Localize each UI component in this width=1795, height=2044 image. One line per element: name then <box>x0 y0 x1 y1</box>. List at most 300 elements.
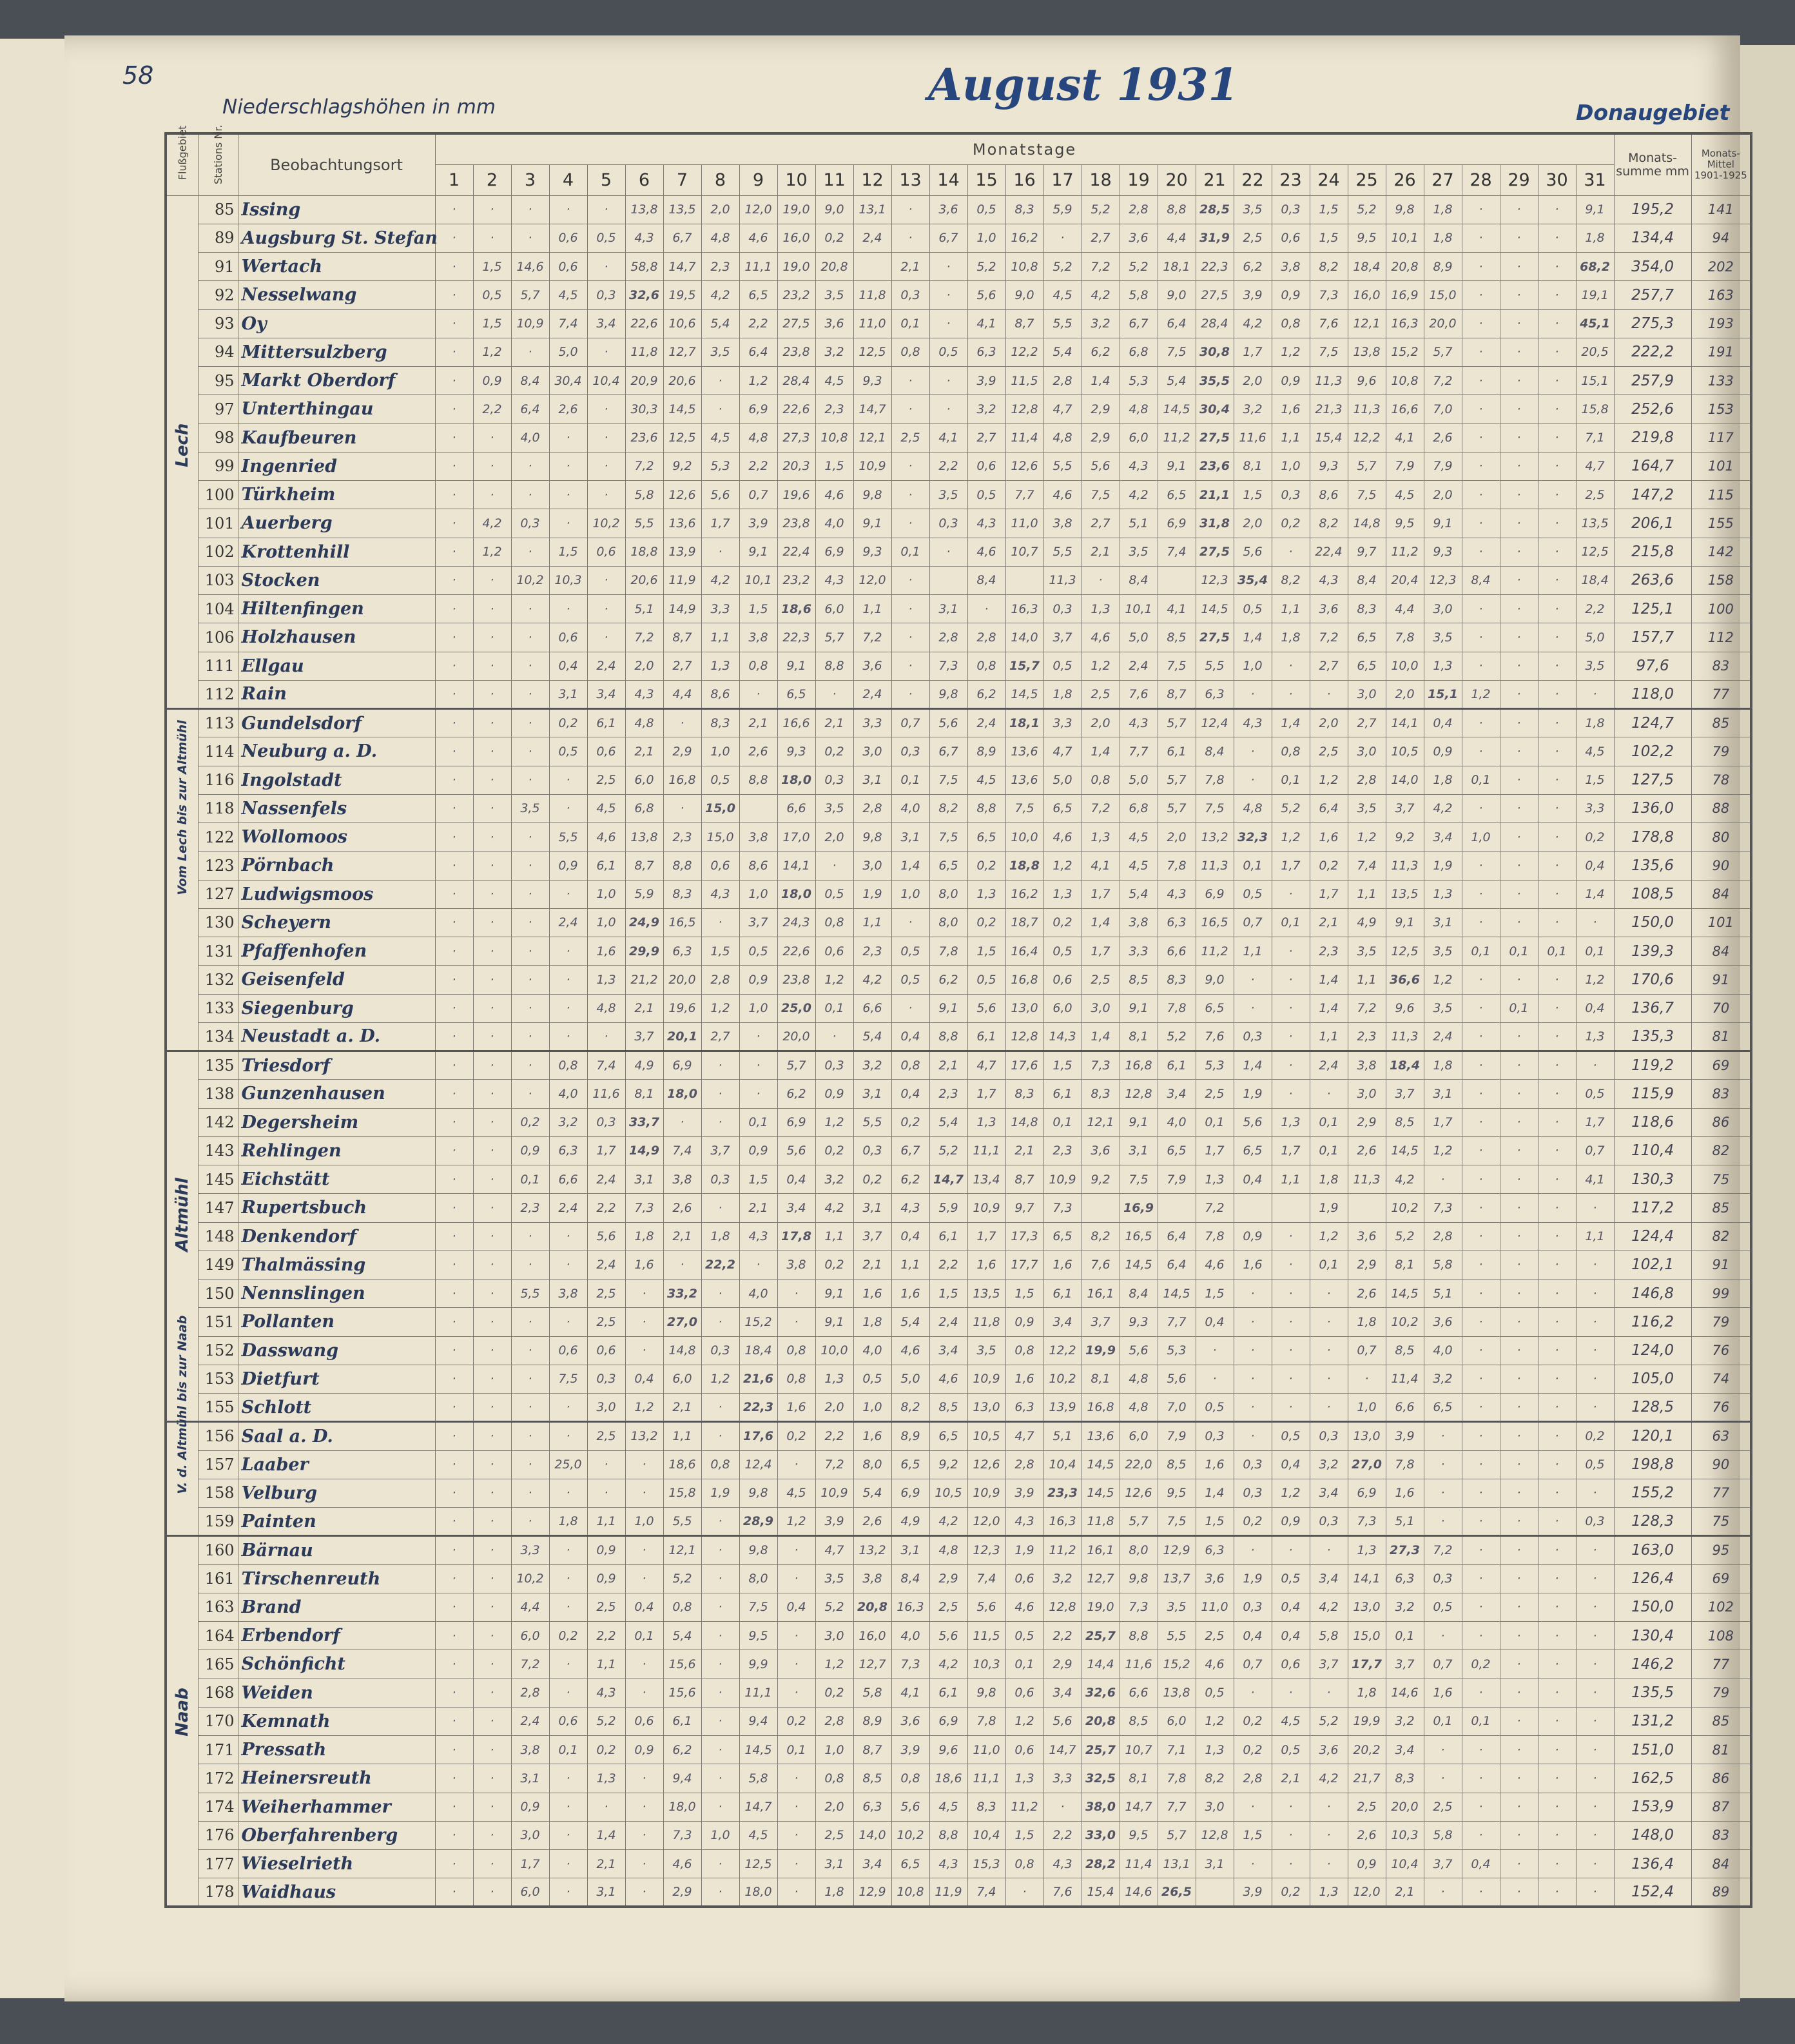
daily-value: 45,1 <box>1576 309 1614 338</box>
day-header: 28 <box>1462 164 1500 195</box>
daily-value: 1,6 <box>1272 395 1310 423</box>
daily-value: · <box>473 823 511 852</box>
daily-value: · <box>1500 908 1538 937</box>
daily-value: · <box>1538 908 1576 937</box>
daily-value: · <box>587 1793 625 1821</box>
daily-value: · <box>1538 367 1576 395</box>
table-row <box>166 737 1751 766</box>
daily-value: 3,0 <box>853 852 891 880</box>
daily-value: 0,7 <box>891 709 929 737</box>
daily-value: 0,1 <box>1462 766 1500 794</box>
daily-value: · <box>511 908 549 937</box>
station-number: 132 <box>198 966 238 994</box>
daily-value: · <box>549 1764 587 1793</box>
daily-value: · <box>1272 1308 1310 1336</box>
daily-value: 5,7 <box>1158 709 1196 737</box>
daily-value: 12,6 <box>1005 452 1043 480</box>
daily-value: 1,2 <box>1424 1136 1462 1165</box>
daily-value: 0,2 <box>891 1108 929 1136</box>
daily-value: · <box>1310 1336 1348 1365</box>
daily-value: 14,7 <box>929 1165 967 1194</box>
daily-value: 1,6 <box>587 937 625 966</box>
daily-value: 11,4 <box>1386 1365 1424 1393</box>
daily-value: 2,1 <box>663 1222 701 1251</box>
daily-value: · <box>473 452 511 480</box>
daily-value: 14,7 <box>853 395 891 423</box>
daily-value: · <box>435 1593 473 1621</box>
daily-value: 3,3 <box>1120 937 1158 966</box>
daily-value: 8,0 <box>929 880 967 908</box>
daily-value: · <box>1462 1108 1500 1136</box>
daily-value: · <box>1310 1850 1348 1878</box>
daily-value: 4,4 <box>1386 595 1424 623</box>
daily-value: 9,5 <box>1158 1479 1196 1507</box>
station-number: 172 <box>198 1764 238 1793</box>
daily-value: 7,7 <box>1005 481 1043 509</box>
daily-value: · <box>473 1707 511 1735</box>
daily-value: 4,8 <box>739 423 777 452</box>
daily-value: 15,0 <box>701 794 739 822</box>
daily-value: · <box>1538 1650 1576 1679</box>
daily-value: 2,9 <box>1082 423 1120 452</box>
daily-value: 2,8 <box>1120 195 1158 224</box>
station-number: 101 <box>198 509 238 538</box>
daily-value: 4,3 <box>625 224 663 252</box>
station-name: Velburg <box>238 1479 435 1507</box>
daily-value: 3,7 <box>853 1222 891 1251</box>
daily-value: 4,1 <box>1082 852 1120 880</box>
daily-value: 12,8 <box>1005 1022 1043 1051</box>
daily-value: 2,8 <box>967 623 1005 652</box>
daily-value: · <box>587 623 625 652</box>
station-number: 89 <box>198 224 238 252</box>
daily-value: · <box>1462 309 1500 338</box>
monthly-mean: 87 <box>1691 1793 1751 1821</box>
daily-value: 6,4 <box>1158 1222 1196 1251</box>
daily-value: · <box>549 966 587 994</box>
daily-value: · <box>739 1051 777 1080</box>
daily-value: 8,1 <box>1234 452 1272 480</box>
daily-value: 18,6 <box>929 1764 967 1793</box>
daily-value: 3,5 <box>815 1564 853 1593</box>
daily-value: 8,2 <box>929 794 967 822</box>
daily-value: 13,6 <box>1005 766 1043 794</box>
daily-value: · <box>1538 1479 1576 1507</box>
monthly-total: 170,6 <box>1614 966 1691 994</box>
daily-value: 12,5 <box>739 1850 777 1878</box>
monthly-mean: 163 <box>1691 281 1751 309</box>
daily-value: 6,5 <box>929 1422 967 1450</box>
daily-value: 14,6 <box>1386 1679 1424 1707</box>
daily-value: · <box>435 1508 473 1536</box>
station-number: 150 <box>198 1280 238 1308</box>
daily-value: · <box>1538 709 1576 737</box>
daily-value: 3,6 <box>1310 1736 1348 1764</box>
daily-value: 2,2 <box>739 452 777 480</box>
daily-value: · <box>1272 1850 1310 1878</box>
daily-value: 1,8 <box>1424 766 1462 794</box>
daily-value: 3,4 <box>1310 1564 1348 1593</box>
day-header: 14 <box>929 164 967 195</box>
daily-value: 2,3 <box>853 937 891 966</box>
daily-value: 4,4 <box>511 1593 549 1621</box>
daily-value: · <box>1424 1479 1462 1507</box>
daily-value: · <box>587 595 625 623</box>
daily-value: 12,2 <box>1348 423 1386 452</box>
monthly-total: 146,8 <box>1614 1280 1691 1308</box>
daily-value: 0,2 <box>967 852 1005 880</box>
daily-value: 6,5 <box>929 852 967 880</box>
daily-value: 23,2 <box>777 566 815 594</box>
daily-value: 32,6 <box>625 281 663 309</box>
daily-value: · <box>473 794 511 822</box>
daily-value: · <box>1538 1622 1576 1650</box>
daily-value: 0,3 <box>1234 1022 1272 1051</box>
daily-value: 6,7 <box>1120 309 1158 338</box>
table-row <box>166 1336 1751 1365</box>
daily-value: · <box>891 452 929 480</box>
daily-value: · <box>1500 1308 1538 1336</box>
daily-value: 9,7 <box>1005 1194 1043 1222</box>
daily-value: 12,1 <box>1348 309 1386 338</box>
daily-value: 1,2 <box>701 1365 739 1393</box>
daily-value: 10,9 <box>967 1194 1005 1222</box>
daily-value: 11,4 <box>1005 423 1043 452</box>
daily-value: · <box>701 1679 739 1707</box>
daily-value: 9,1 <box>1576 195 1614 224</box>
daily-value: · <box>1538 966 1576 994</box>
daily-value: · <box>1272 1022 1310 1051</box>
daily-value: 0,1 <box>1386 1622 1424 1650</box>
daily-value: · <box>511 1080 549 1108</box>
day-header: 6 <box>625 164 663 195</box>
daily-value: 11,1 <box>967 1136 1005 1165</box>
daily-value: · <box>1576 1850 1614 1878</box>
daily-value: 20,4 <box>1386 566 1424 594</box>
daily-value: 6,4 <box>511 395 549 423</box>
day-header: 11 <box>815 164 853 195</box>
daily-value: 6,3 <box>549 1136 587 1165</box>
daily-value: · <box>435 1622 473 1650</box>
daily-value: · <box>473 1394 511 1422</box>
station-name: Waidhaus <box>238 1878 435 1907</box>
station-name: Thalmässing <box>238 1251 435 1279</box>
daily-value: 0,7 <box>1234 1650 1272 1679</box>
daily-value: · <box>549 1251 587 1279</box>
daily-value: 5,5 <box>663 1508 701 1536</box>
daily-value: 8,0 <box>1120 1536 1158 1564</box>
daily-value: 18,7 <box>1005 908 1043 937</box>
daily-value: · <box>435 737 473 766</box>
daily-value: 1,3 <box>1082 595 1120 623</box>
daily-value: 0,5 <box>1196 1679 1234 1707</box>
daily-value: 1,7 <box>1234 338 1272 366</box>
daily-value: · <box>1538 1365 1576 1393</box>
daily-value: · <box>891 481 929 509</box>
daily-value: · <box>1576 1308 1614 1336</box>
daily-value: 2,2 <box>587 1622 625 1650</box>
daily-value: · <box>473 1878 511 1907</box>
station-name: Scheyern <box>238 908 435 937</box>
daily-value: 1,2 <box>1043 852 1082 880</box>
table-row <box>166 423 1751 452</box>
daily-value: 4,6 <box>929 1365 967 1393</box>
daily-value: 0,3 <box>587 1365 625 1393</box>
day-header: 15 <box>967 164 1005 195</box>
monthly-mean: 102 <box>1691 1593 1751 1621</box>
daily-value: 5,8 <box>1120 281 1158 309</box>
daily-value: 1,4 <box>1310 966 1348 994</box>
monthly-total: 148,0 <box>1614 1821 1691 1849</box>
daily-value: 5,2 <box>1272 794 1310 822</box>
daily-value: · <box>1462 423 1500 452</box>
daily-value: 6,3 <box>853 1793 891 1821</box>
daily-value: 9,1 <box>1120 1108 1158 1136</box>
daily-value: 3,7 <box>1424 1850 1462 1878</box>
daily-value: 12,0 <box>739 195 777 224</box>
daily-value: 0,8 <box>967 652 1005 680</box>
daily-value: · <box>549 1422 587 1450</box>
daily-value: · <box>435 281 473 309</box>
daily-value: 3,4 <box>777 1194 815 1222</box>
monthly-mean: 89 <box>1691 1878 1751 1907</box>
daily-value: 12,6 <box>1120 1479 1158 1507</box>
daily-value: 2,8 <box>815 1707 853 1735</box>
monthly-total: 178,8 <box>1614 823 1691 852</box>
daily-value: 4,1 <box>1576 1165 1614 1194</box>
daily-value: 0,1 <box>1538 937 1576 966</box>
daily-value: · <box>1272 994 1310 1022</box>
daily-value: 21,1 <box>1196 481 1234 509</box>
daily-value: 7,6 <box>1196 1022 1234 1051</box>
daily-value: 3,8 <box>853 1564 891 1593</box>
table-row <box>166 338 1751 366</box>
monthly-mean: 99 <box>1691 1280 1751 1308</box>
daily-value: 8,5 <box>1386 1108 1424 1136</box>
daily-value: 4,0 <box>739 1280 777 1308</box>
daily-value: 1,9 <box>1310 1194 1348 1222</box>
daily-value: · <box>1500 1793 1538 1821</box>
daily-value: 27,5 <box>1196 623 1234 652</box>
daily-value: 3,6 <box>815 309 853 338</box>
daily-value: 6,0 <box>625 766 663 794</box>
monthly-mean: 90 <box>1691 852 1751 880</box>
daily-value: 9,0 <box>815 195 853 224</box>
monthly-mean: 101 <box>1691 452 1751 480</box>
daily-value: · <box>1500 1736 1538 1764</box>
daily-value: 6,4 <box>1158 1251 1196 1279</box>
daily-value: 9,2 <box>1386 823 1424 852</box>
daily-value: 10,9 <box>511 309 549 338</box>
daily-value: · <box>1462 1251 1500 1279</box>
daily-value: 0,7 <box>1576 1136 1614 1165</box>
daily-value: 22,4 <box>777 538 815 566</box>
daily-value: 18,1 <box>1005 709 1043 737</box>
daily-value: 13,2 <box>853 1536 891 1564</box>
river-basin-label: Donaugebiet <box>1576 100 1730 125</box>
daily-value: 2,3 <box>701 253 739 281</box>
daily-value: 1,6 <box>625 1251 663 1279</box>
daily-value: 0,5 <box>891 937 929 966</box>
daily-value: 14,5 <box>1082 1450 1120 1479</box>
daily-value: 5,3 <box>701 452 739 480</box>
daily-value: · <box>625 1793 663 1821</box>
daily-value: · <box>625 1308 663 1336</box>
daily-value: · <box>473 423 511 452</box>
daily-value: 15,2 <box>739 1308 777 1336</box>
daily-value: 9,5 <box>1348 224 1386 252</box>
daily-value: 4,6 <box>1196 1251 1234 1279</box>
table-row <box>166 766 1751 794</box>
daily-value: 0,5 <box>1234 880 1272 908</box>
daily-value: 3,8 <box>1043 509 1082 538</box>
daily-value: · <box>1500 1878 1538 1907</box>
daily-value: 7,5 <box>929 766 967 794</box>
daily-value: 9,3 <box>853 367 891 395</box>
station-name: Nesselwang <box>238 281 435 309</box>
daily-value <box>1196 1878 1234 1907</box>
table-row <box>166 1593 1751 1621</box>
daily-value: · <box>1538 1764 1576 1793</box>
table-row <box>166 1251 1751 1279</box>
daily-value: 14,5 <box>1386 1136 1424 1165</box>
daily-value: 2,1 <box>815 709 853 737</box>
daily-value: 10,2 <box>1043 1365 1082 1393</box>
daily-value: 6,4 <box>739 338 777 366</box>
daily-value: 7,7 <box>1120 737 1158 766</box>
daily-value: 4,7 <box>1576 452 1614 480</box>
daily-value: 14,5 <box>739 1736 777 1764</box>
daily-value: · <box>967 595 1005 623</box>
station-name: Wieselrieth <box>238 1850 435 1878</box>
daily-value: · <box>1462 1764 1500 1793</box>
daily-value: · <box>435 1194 473 1222</box>
daily-value: · <box>549 1536 587 1564</box>
daily-value: · <box>1500 1336 1538 1365</box>
daily-value: · <box>1500 1251 1538 1279</box>
monthly-mean: 83 <box>1691 652 1751 680</box>
daily-value: 10,9 <box>967 1365 1005 1393</box>
daily-value: 3,1 <box>1424 1080 1462 1108</box>
daily-value: 6,1 <box>587 852 625 880</box>
daily-value: 11,5 <box>1005 367 1043 395</box>
daily-value: 2,7 <box>701 1022 739 1051</box>
daily-value: 5,0 <box>1576 623 1614 652</box>
daily-value: 8,1 <box>625 1080 663 1108</box>
daily-value: · <box>1234 766 1272 794</box>
daily-value: · <box>511 823 549 852</box>
daily-value: 13,5 <box>1576 509 1614 538</box>
daily-value: 20,9 <box>625 367 663 395</box>
daily-value: 2,4 <box>967 709 1005 737</box>
daily-value: 2,4 <box>587 1165 625 1194</box>
daily-value: 0,5 <box>1043 937 1082 966</box>
daily-value: 4,2 <box>1424 794 1462 822</box>
daily-value: 10,7 <box>1005 538 1043 566</box>
daily-value: 1,4 <box>1234 623 1272 652</box>
daily-value: 21,3 <box>1310 395 1348 423</box>
daily-value: 8,2 <box>1310 253 1348 281</box>
daily-value: · <box>473 1679 511 1707</box>
daily-value: 5,4 <box>1120 880 1158 908</box>
daily-value: · <box>1500 538 1538 566</box>
daily-value: 20,6 <box>625 566 663 594</box>
table-row <box>166 937 1751 966</box>
daily-value: 0,2 <box>777 1707 815 1735</box>
daily-value: · <box>701 1280 739 1308</box>
daily-value: · <box>1005 1878 1043 1907</box>
daily-value: 0,4 <box>1576 852 1614 880</box>
daily-value: 4,2 <box>1120 481 1158 509</box>
daily-value: 0,5 <box>587 224 625 252</box>
daily-value: 23,6 <box>625 423 663 452</box>
daily-value: 7,1 <box>1576 423 1614 452</box>
daily-value: 23,6 <box>1196 452 1234 480</box>
daily-value: 1,1 <box>815 1222 853 1251</box>
daily-value: · <box>1196 1336 1234 1365</box>
daily-value: 7,5 <box>1158 338 1196 366</box>
monthly-mean: 90 <box>1691 1450 1751 1479</box>
daily-value: 6,0 <box>1043 994 1082 1022</box>
daily-value: · <box>1500 1194 1538 1222</box>
daily-value: 1,2 <box>1272 338 1310 366</box>
daily-value: 32,5 <box>1082 1764 1120 1793</box>
daily-value: 1,9 <box>853 880 891 908</box>
daily-value: 16,9 <box>1386 281 1424 309</box>
col-monatssumme: Monats-summe mm <box>1614 133 1691 195</box>
daily-value: 14,5 <box>1158 395 1196 423</box>
daily-value: 2,8 <box>1043 367 1082 395</box>
daily-value: · <box>777 1793 815 1821</box>
daily-value: 32,3 <box>1234 823 1272 852</box>
daily-value: 6,5 <box>777 680 815 708</box>
day-header: 3 <box>511 164 549 195</box>
station-number: 145 <box>198 1165 238 1194</box>
daily-value: 8,7 <box>625 852 663 880</box>
daily-value: 2,5 <box>1196 1080 1234 1108</box>
daily-value: 19,9 <box>1348 1707 1386 1735</box>
daily-value: 19,0 <box>777 253 815 281</box>
daily-value: · <box>777 1564 815 1593</box>
daily-value: 12,2 <box>1043 1336 1082 1365</box>
daily-value: 2,6 <box>1348 1821 1386 1849</box>
daily-value: 1,5 <box>967 937 1005 966</box>
daily-value: 4,5 <box>701 423 739 452</box>
monthly-total: 136,4 <box>1614 1850 1691 1878</box>
daily-value: 0,7 <box>739 481 777 509</box>
daily-value: · <box>1462 395 1500 423</box>
daily-value: · <box>435 224 473 252</box>
daily-value: 2,2 <box>1576 595 1614 623</box>
daily-value: 0,4 <box>777 1165 815 1194</box>
daily-value: · <box>1500 1707 1538 1735</box>
monthly-mean: 69 <box>1691 1051 1751 1080</box>
daily-value: 13,2 <box>1196 823 1234 852</box>
daily-value: · <box>549 1679 587 1707</box>
daily-value: 3,7 <box>1043 623 1082 652</box>
river-group-label: Naab <box>166 1536 198 1907</box>
daily-value: 0,1 <box>1005 1650 1043 1679</box>
daily-value: 4,0 <box>853 1336 891 1365</box>
daily-value: 0,9 <box>1424 737 1462 766</box>
daily-value: 15,4 <box>1082 1878 1120 1907</box>
daily-value: 1,1 <box>1576 1222 1614 1251</box>
daily-value: 3,2 <box>1043 1564 1082 1593</box>
station-number: 160 <box>198 1536 238 1564</box>
daily-value: 4,6 <box>1196 1650 1234 1679</box>
daily-value: 16,0 <box>853 1622 891 1650</box>
daily-value: 28,9 <box>739 1508 777 1536</box>
